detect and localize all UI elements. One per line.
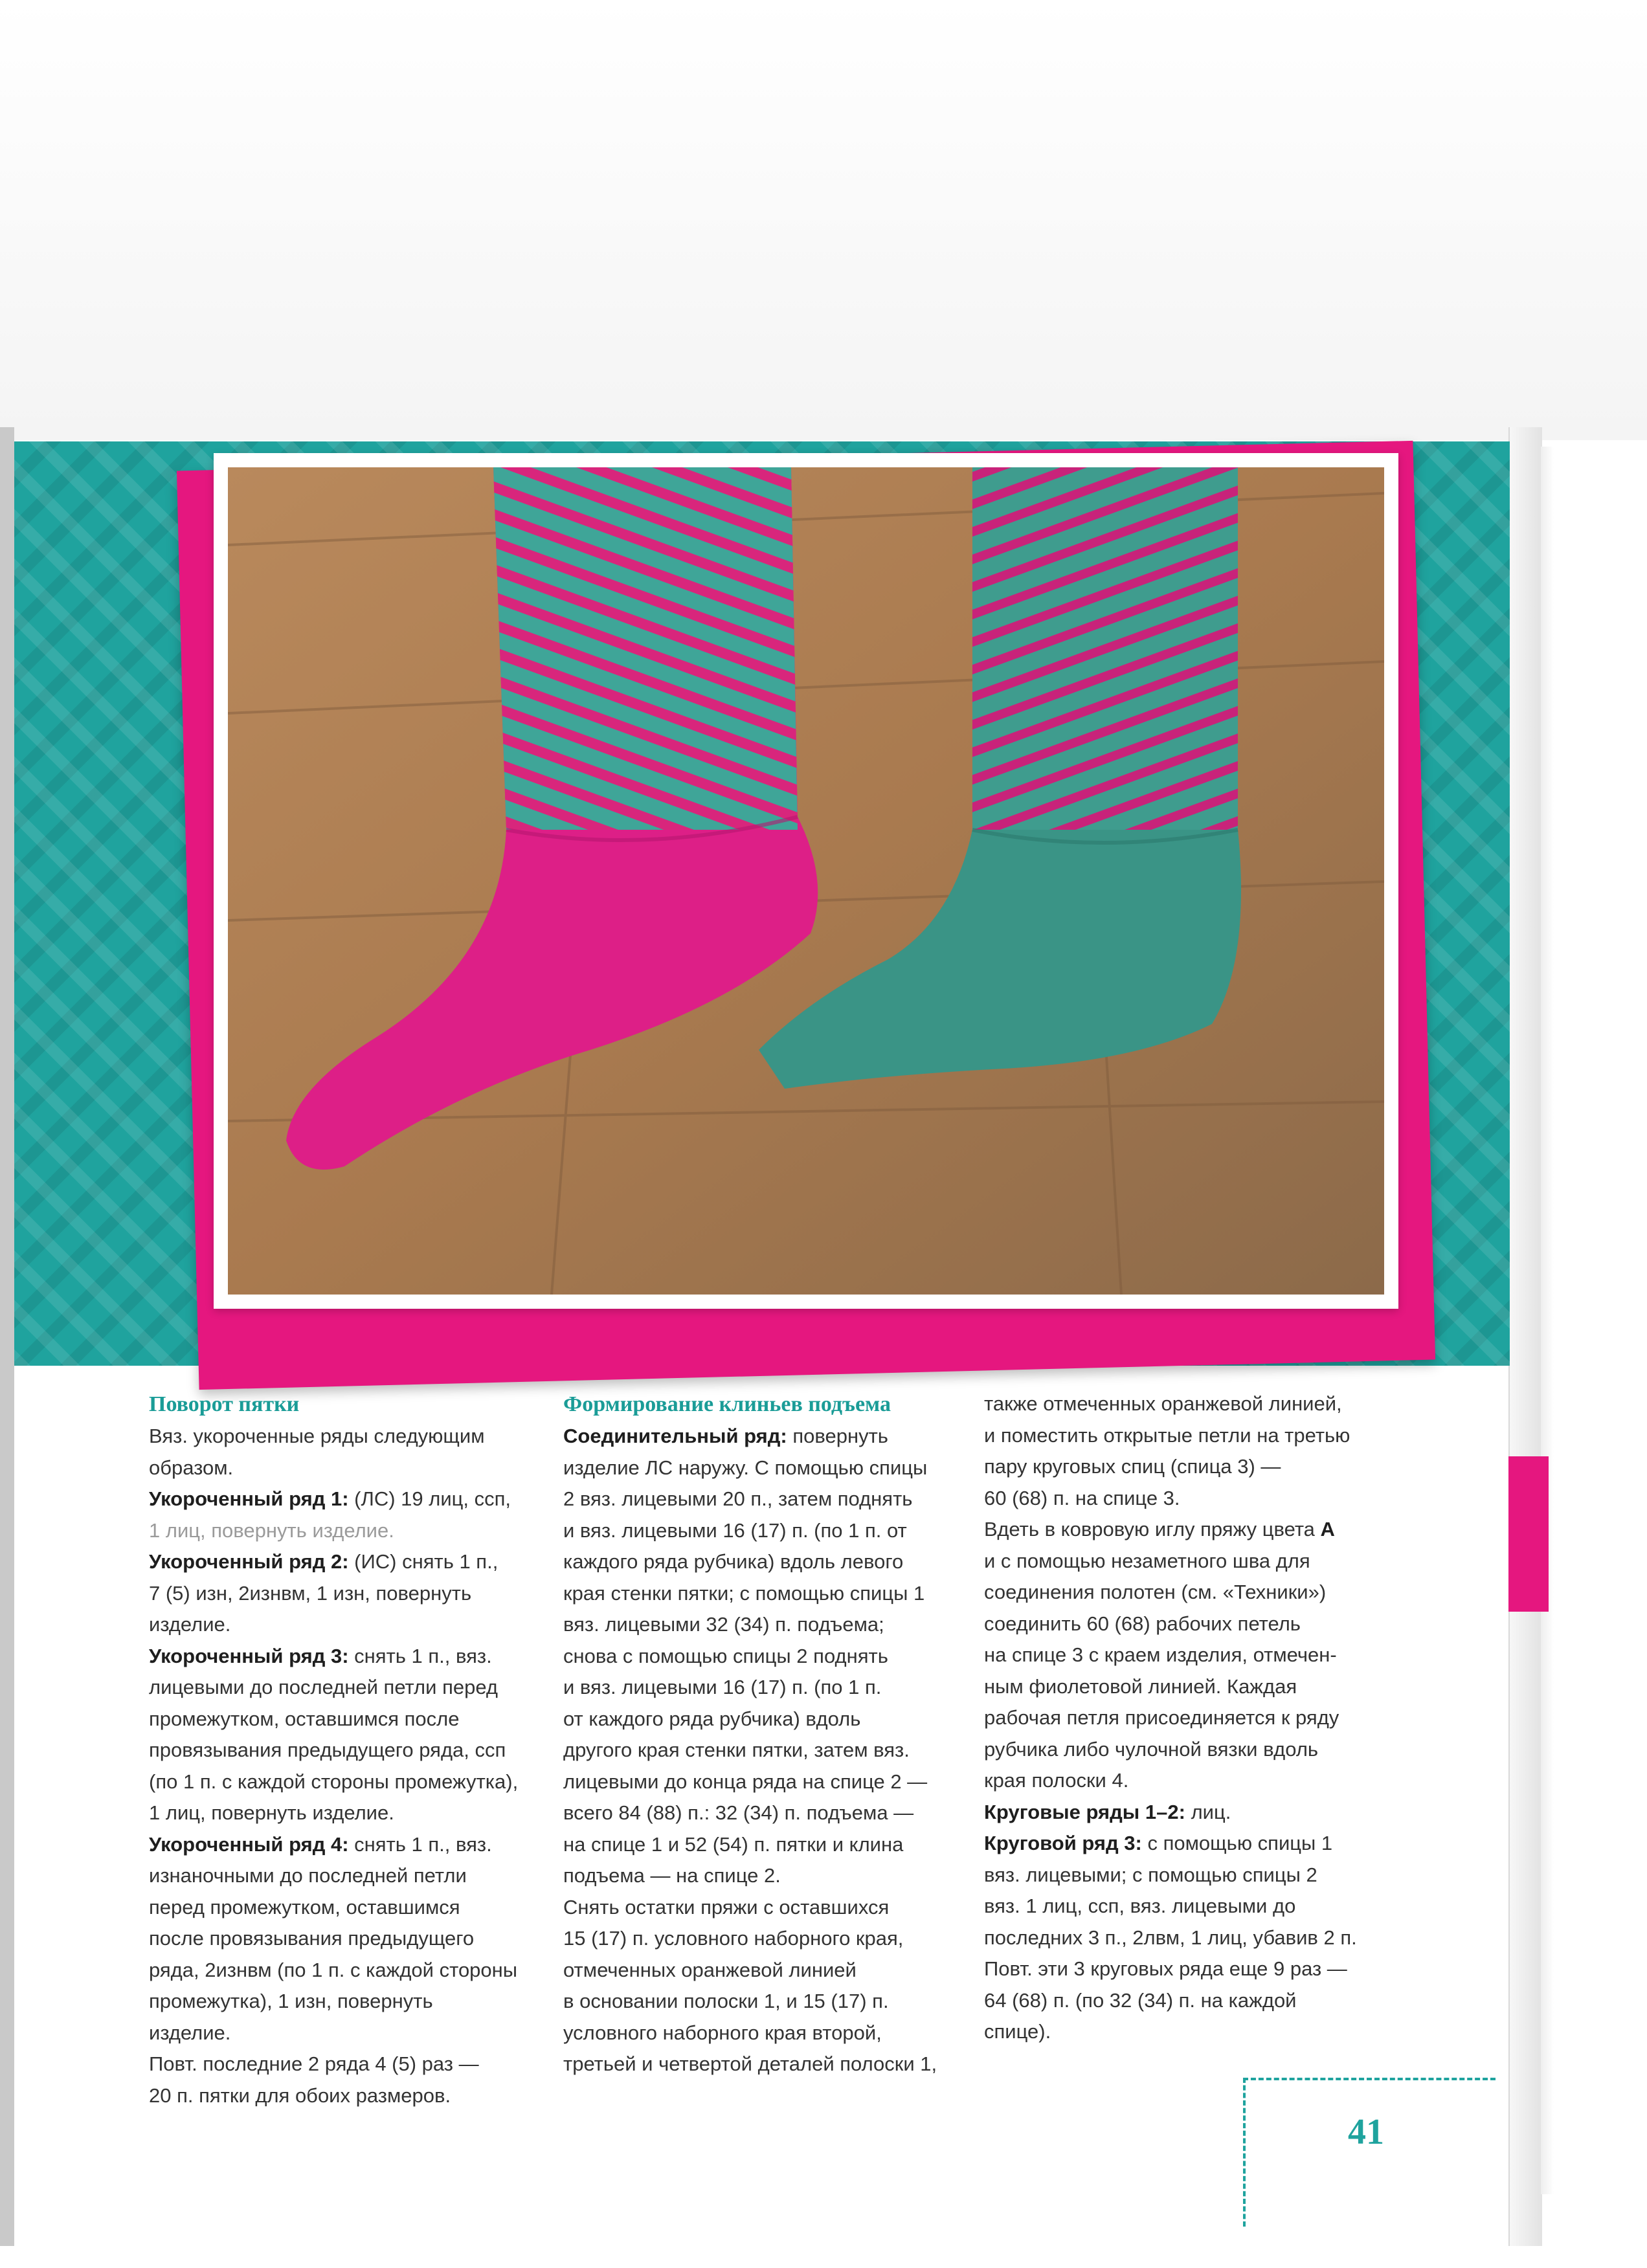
column1-lines <box>149 1421 576 2111</box>
line-text: на спице 3 с краем изделия, отмечен- <box>984 1643 1337 1666</box>
text-line <box>984 1388 1398 1420</box>
line-text: 2 вяз. лицевыми 20 п., затем поднять <box>563 1487 913 1510</box>
bold-label: Соединительный ряд: <box>563 1425 787 1447</box>
scan-background <box>0 0 1647 440</box>
page-number: 41 <box>1348 2112 1384 2152</box>
text-line <box>149 1704 576 1735</box>
text-line <box>149 1578 576 1610</box>
line-text: каждого ряда рубчика) вдоль левого <box>563 1550 904 1573</box>
teal-sock-pattern <box>972 467 1238 830</box>
text-line <box>984 1420 1398 1452</box>
text-line <box>984 1734 1398 1766</box>
line-text: промежутком, оставшимся после <box>149 1707 460 1730</box>
line-text: условного наборного края второй, <box>563 2021 882 2044</box>
text-line <box>984 1891 1398 1922</box>
text-line <box>563 1578 978 1610</box>
line-text: и вяз. лицевыми 16 (17) п. (по 1 п. <box>563 1676 882 1698</box>
line-text: ным фиолетовой линией. Каждая <box>984 1674 1297 1698</box>
text-line <box>563 1515 978 1547</box>
bold-label: Круговой ряд 3: <box>984 1832 1142 1854</box>
line-text: образом. <box>149 1456 234 1479</box>
line-text: Вяз. укороченные ряды следующим <box>149 1425 485 1447</box>
text-line <box>149 1515 576 1547</box>
line-text: промежутка), 1 изн, повернуть <box>149 1990 433 2012</box>
text-line <box>149 1641 576 1673</box>
pink-sock-pattern <box>493 467 798 830</box>
line-text: вяз. 1 лиц, ссп, вяз. лицевыми до <box>984 1895 1296 1917</box>
bold-label: Круговые ряды 1–2: <box>984 1800 1185 1823</box>
text-line <box>149 1546 576 1578</box>
line-text: 15 (17) п. условного наборного края, <box>563 1927 904 1950</box>
line-text: снять 1 п., вяз. <box>348 1832 492 1856</box>
line-text: провязывания предыдущего ряда, ссп <box>149 1739 506 1761</box>
text-line <box>149 1421 576 1452</box>
line-text: лиц. <box>1185 1800 1231 1823</box>
text-line <box>149 1609 576 1641</box>
text-line <box>563 2049 978 2080</box>
line-text: 60 (68) п. на спице 3. <box>984 1486 1180 1509</box>
line-text: соединения полотен (см. «Техники») <box>984 1581 1327 1603</box>
line-text: 64 (68) п. (по 32 (34) п. на каждой <box>984 1988 1297 2012</box>
text-line <box>563 1484 978 1515</box>
line-text: в основании полоски 1, и 15 (17) п. <box>563 1990 889 2012</box>
line-text: 1 лиц, повернуть изделие. <box>149 1801 394 1824</box>
line-text: лицевыми до конца ряда на спице 2 — <box>563 1770 928 1793</box>
line-text: Повт. последние 2 ряда 4 (5) раз — <box>149 2052 479 2075</box>
text-line <box>563 1860 978 1892</box>
line-text: изделие. <box>149 2021 231 2044</box>
line-text: подъема — на спице 2. <box>563 1864 781 1887</box>
line-text: и с помощью незаметного шва для <box>984 1549 1310 1572</box>
text-line <box>984 1985 1398 2017</box>
line-text: на спице 1 и 52 (54) п. пятки и клина <box>563 1832 904 1856</box>
line-text: последних 3 п., 2лвм, 1 лиц, убавив 2 п. <box>984 1926 1357 1949</box>
text-line <box>149 1735 576 1766</box>
text-line <box>563 1672 978 1704</box>
text-line <box>984 1797 1398 1829</box>
line-text: всего 84 (88) п.: 32 (34) п. подъема — <box>563 1801 914 1824</box>
text-line <box>984 1514 1398 1546</box>
text-line <box>563 1923 978 1955</box>
line-text: изделие. <box>149 1613 231 1636</box>
text-line <box>563 1609 978 1641</box>
text-line <box>984 2016 1398 2048</box>
page-right-edge <box>1508 427 1542 2246</box>
bold-label: Укороченный ряд 4: <box>149 1832 349 1856</box>
line-text: (по 1 п. с каждой стороны промежутка), <box>149 1770 519 1793</box>
text-line <box>563 1797 978 1829</box>
line-text: снять 1 п., вяз. <box>348 1644 492 1667</box>
text-line <box>984 1640 1398 1671</box>
line-text: (ЛС) 19 лиц, ссп, <box>348 1487 511 1510</box>
text-line <box>984 1671 1398 1703</box>
line-text: и вяз. лицевыми 16 (17) п. (по 1 п. от <box>563 1518 907 1542</box>
text-line <box>984 1953 1398 1985</box>
line-text: спице). <box>984 2020 1051 2043</box>
side-tab-marker <box>1508 1456 1549 1612</box>
line-text: после провязывания предыдущего <box>149 1927 475 1950</box>
line-text: перед промежутком, оставшимся <box>149 1895 460 1918</box>
text-line <box>984 1828 1398 1860</box>
text-line <box>563 1641 978 1673</box>
line-text: повернуть <box>787 1425 888 1447</box>
line-text: лицевыми до последней петли перед <box>149 1676 498 1698</box>
bold-label: Укороченный ряд 3: <box>149 1644 349 1667</box>
text-line <box>563 1421 978 1452</box>
section-heading-heel-turn: Поворот пятки <box>149 1392 300 1416</box>
socks-illustration <box>228 467 1384 1295</box>
text-line <box>149 1860 576 1892</box>
line-text: (ИС) снять 1 п., <box>348 1550 499 1573</box>
line-text: соединить 60 (68) рабочих петель <box>984 1612 1301 1635</box>
line-text: вяз. лицевыми; с помощью спицы 2 <box>984 1863 1317 1886</box>
dashed-border-left <box>1243 2078 1246 2227</box>
page-right-edge-inner <box>1541 447 1554 2194</box>
text-line <box>563 1829 978 1861</box>
line-text: отмеченных оранжевой линией <box>563 1958 857 1981</box>
text-line <box>149 2080 576 2112</box>
section-heading-gusset: Формирование клиньев подъема <box>563 1392 891 1416</box>
text-line <box>984 1608 1398 1640</box>
text-line <box>149 1829 576 1861</box>
knitted-socks-photo <box>228 467 1384 1295</box>
line-text: от каждого ряда рубчика) вдоль <box>563 1707 861 1730</box>
text-line <box>984 1451 1398 1483</box>
text-line <box>149 1923 576 1955</box>
text-line <box>984 1860 1398 1891</box>
text-line <box>984 1577 1398 1608</box>
line-text: 7 (5) изн, 2изнвм, 1 изн, повернуть <box>149 1581 472 1605</box>
text-line <box>563 1766 978 1798</box>
line-text: края полоски 4. <box>984 1769 1129 1792</box>
line-text: рабочая петля присоединяется к ряду <box>984 1706 1339 1729</box>
column2-lines <box>563 1421 978 2080</box>
line-text: другого края стенки пятки, затем вяз. <box>563 1739 910 1761</box>
line-text: с помощью спицы 1 <box>1141 1832 1333 1854</box>
text-line <box>563 1546 978 1578</box>
text-line <box>984 1765 1398 1797</box>
photo-frame <box>214 453 1398 1309</box>
text-line <box>149 1955 576 1986</box>
text-line <box>149 1766 576 1798</box>
text-line <box>563 1955 978 1986</box>
line-text: третьей и четвертой деталей полоски 1, <box>563 2052 937 2075</box>
text-line <box>149 1892 576 1924</box>
bold-inline: А <box>1320 1518 1335 1540</box>
text-line <box>563 1452 978 1484</box>
line-text: изделие ЛС наружу. С помощью спицы <box>563 1456 928 1479</box>
text-line <box>984 1922 1398 1954</box>
line-text: и поместить открытые петли на третью <box>984 1423 1350 1447</box>
text-line <box>149 2049 576 2080</box>
line-text: пару круговых спиц (спица 3) — <box>984 1455 1281 1478</box>
line-text: Вдеть в ковровую иглу пряжу цвета <box>984 1518 1321 1540</box>
text-line <box>149 1986 576 2018</box>
text-line <box>149 2018 576 2049</box>
line-text: 20 п. пятки для обоих размеров. <box>149 2084 451 2107</box>
text-line <box>149 1452 576 1484</box>
text-line <box>984 1702 1398 1734</box>
bold-label: Укороченный ряд 2: <box>149 1550 349 1573</box>
line-text: Снять остатки пряжи с оставшихся <box>563 1895 890 1918</box>
line-text: изнаночными до последней петли <box>149 1864 467 1887</box>
line-text: снова с помощью спицы 2 поднять <box>563 1644 888 1667</box>
text-line <box>984 1546 1398 1577</box>
line-text: вяз. лицевыми 32 (34) п. подъема; <box>563 1613 884 1636</box>
line-text: края стенки пятки; с помощью спицы 1 <box>563 1581 925 1605</box>
column-heel-turn <box>149 1388 576 2111</box>
column-gusset <box>563 1388 978 2080</box>
column3-lines <box>984 1388 1398 2048</box>
line-text: также отмеченных оранжевой линией, <box>984 1392 1342 1415</box>
text-line <box>563 1986 978 2018</box>
text-line <box>984 1483 1398 1515</box>
line-text: 1 лиц, повернуть изделие. <box>149 1518 394 1542</box>
text-line <box>563 1735 978 1766</box>
line-text: Повт. эти 3 круговых ряда еще 9 раз — <box>984 1957 1347 1980</box>
bold-label: Укороченный ряд 1: <box>149 1487 349 1510</box>
line-text: ряда, 2изнвм (по 1 п. с каждой стороны <box>149 1958 518 1981</box>
text-line <box>149 1797 576 1829</box>
text-line <box>563 2018 978 2049</box>
line-text: рубчика либо чулочной вязки вдоль <box>984 1737 1319 1761</box>
text-line <box>563 1892 978 1924</box>
text-line <box>563 1704 978 1735</box>
page-left-edge <box>0 427 14 2246</box>
text-line <box>149 1484 576 1515</box>
column-continuation <box>984 1388 1398 2048</box>
dashed-border-top <box>1243 2078 1496 2080</box>
text-line <box>149 1672 576 1704</box>
page-number-box <box>1230 2071 1502 2233</box>
